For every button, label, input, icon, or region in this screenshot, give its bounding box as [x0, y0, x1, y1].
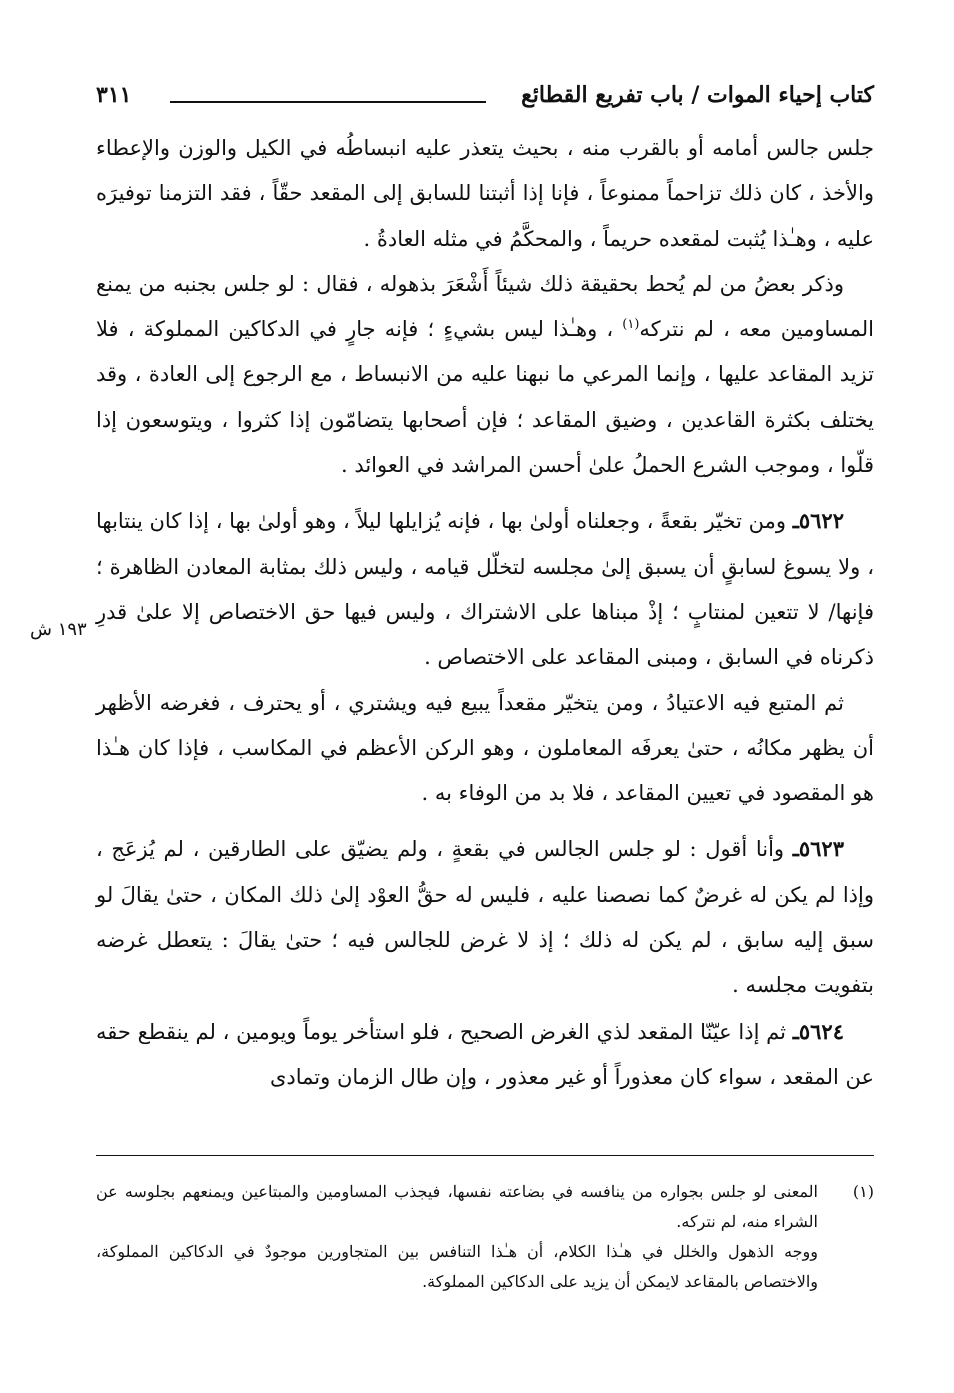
issue-number: ٥٦٢٣ـ	[792, 836, 844, 862]
issue-number: ٥٦٢٢ـ	[792, 508, 844, 534]
page-number: ٣١١	[96, 82, 132, 108]
issue-number: ٥٦٢٤ـ	[792, 1018, 844, 1044]
paragraph-text: ثم المتبع فيه الاعتيادُ ، ومن يتخيّر مقعداً يبيع فيه ويشتري ، أو يحترف ، فغرضه الأظهر أن يظهر مكانُه ، حتىٰ يعرفَه المعاملون ، وهو الركن الأعظم في المكاسب ، فإذا كان هـٰذا هو المقصود في تعيين المقاعد ، فلا بد من الوفاء به .	[96, 690, 874, 806]
paragraph-text: ومن تخيّر بقعةً ، وجعلناه أولىٰ بها ، فإنه يُزايلها ليلاً ، وهو أولىٰ بها ، إذا كان ينتابها ، ولا يسوغ لسابقٍ أن يسبق إلىٰ مجلسه لتخلّل قيامه ، وليس ذلك بمثابة المعادن الظاهرة ؛ فإنها/ لا تتعين لمنتابٍ ؛ إذْ مبناها على الاشتراك ، وليس فيها حق الاختصاص إلا علىٰ قدرِ ذكرناه في السابق ، ومبنى المقاعد على الاختصاص .	[95, 509, 874, 670]
footnote-1	[96, 1177, 874, 1237]
running-header	[96, 74, 874, 118]
footnote-separator	[96, 1155, 874, 1156]
paragraph-5624	[96, 1009, 874, 1101]
footnotes	[96, 1177, 874, 1297]
paragraph-text: ثم إذا عيّنّا المقعد لذي الغرض الصحيح ، فلو استأخر يوماً ويومين ، لم ينقطع حقه عن المقعد ، سواء كان معذوراً أو غير معذور ، وإن طال الزمان وتمادى	[96, 1019, 874, 1089]
paragraph-5623	[96, 826, 874, 1008]
paragraph-text: جلس جالس أمامه أو بالقرب منه ، بحيث يتعذر عليه انبساطُه في الكيل والوزن والإعطاء والأخذ ، كان ذلك تزاحماً ممنوعاً ، فإنا إذا أثبتنا للسابق إلى المقعد حقّاً ، فقد التزمنا توفيرَه عليه ، وهـٰذا يُثبت لمقعده حريماً ، والمحكَّمُ في مثله العادةُ .	[96, 136, 874, 251]
paragraph-2	[96, 262, 874, 488]
paragraph-text: وأنا أقول : لو جلس الجالس في بقعةٍ ، ولم يضيّق على الطارقين ، لم يُزعَج ، وإذا لم يكن له غرضٌ كما نصصنا عليه ، فليس له حقُّ العوْد إلىٰ ذلك المكان ، حتىٰ يقالَ لو سبق إليه سابق ، لم يكن له ذلك ؛ إذ لا غرض للجالس فيه ؛ حتىٰ يقالَ : يتعطل غرضه بتفويت مجلسه .	[96, 837, 874, 998]
paragraph-4	[96, 681, 874, 817]
paragraph-1	[96, 126, 874, 262]
header-rule	[170, 101, 486, 103]
paragraph-5622	[96, 498, 874, 680]
footnote-text: المعنى لو جلس بجواره من ينافسه في بضاعته نفسها، فيجذب المساومين والمبتاعين ويمنعهم بجلوسه عن الشراء منه، لم نتركه.	[96, 1182, 818, 1231]
footnote-marker: (١)	[852, 1182, 874, 1201]
footnote-reference[interactable]: (١)	[622, 317, 640, 333]
main-text	[96, 126, 874, 1100]
paragraph-text: ، وهـٰذا ليس بشيءٍ ؛ فإنه جارٍ في الدكاكين المملوكة ، فلا تزيد المقاعد عليها ، وإنما المرعي ما نبهنا عليه من الانبساط ، مع الرجوع إلى العادة ، وقد يختلف بكثرة القاعدين ، وضيق المقاعد ؛ فإن أصحابها يتضامّون إذا كثروا ، ويتوسعون إذا قلّوا ، وموجب الشرع الحملُ علىٰ أحسن المراشد في العوائد .	[96, 317, 874, 478]
footnote-1-continued	[96, 1237, 874, 1297]
header-title: كتاب إحياء الموات / باب تفريع القطائع	[521, 82, 874, 108]
paragraph-text: وذكر بعضُ من لم يُحط بحقيقة ذلك شيئاً أَشْعَرَ بذهوله ، فقال : لو جلس بجنبه من يمنع المساومين معه ، لم نتركه	[96, 271, 874, 342]
margin-note: ١٩٣ ش	[30, 619, 87, 640]
footnote-text: ووجه الذهول والخلل في هـٰذا الكلام، أن هـٰذا التنافس بين المتجاورين موجودٌ في الدكاكين المملوكة، والاختصاص بالمقاعد لايمكن أن يزيد على الدكاكين المملوكة.	[96, 1242, 818, 1291]
